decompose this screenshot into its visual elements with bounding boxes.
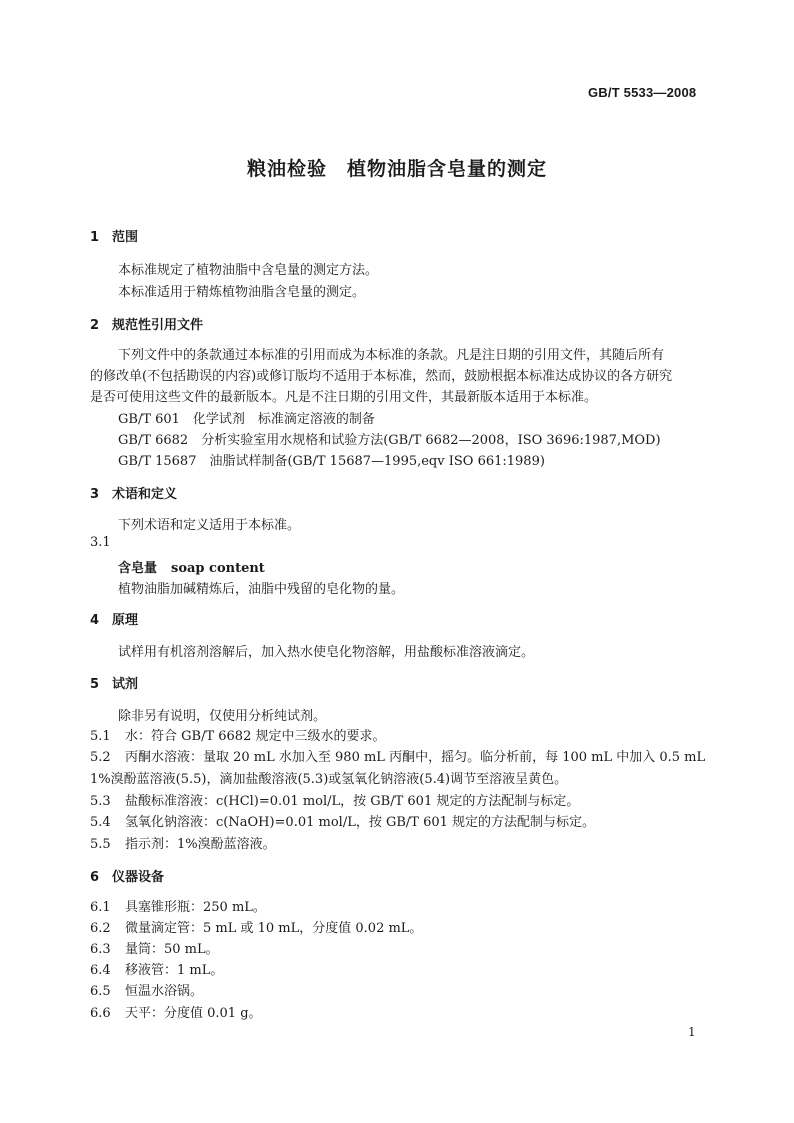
item-text: 具塞锥形瓶：250 mL。	[125, 900, 266, 915]
item-number: 5.5	[90, 837, 111, 852]
reference-gbt-15687: GB/T 15687 油脂试样制备(GB/T 15687—1995,eqv ISO 661:1989)	[118, 454, 545, 469]
apparatus-6-2	[90, 917, 422, 936]
section-5-heading	[90, 673, 138, 692]
reagent-5-5	[90, 833, 276, 852]
section-1-heading	[90, 226, 138, 245]
term-definition: 植物油脂加碱精炼后，油脂中残留的皂化物的量。	[118, 582, 405, 597]
apparatus-6-6	[90, 1002, 262, 1021]
item-number: 6.2	[90, 921, 111, 936]
term-heading	[118, 557, 265, 576]
item-number: 6.3	[90, 942, 111, 957]
item-text: 恒温水浴锅。	[125, 984, 204, 999]
item-number: 5.3	[90, 794, 111, 809]
section-title: 范围	[112, 230, 139, 245]
reagent-5-3	[90, 790, 579, 809]
section-4-para: 试样用有机溶剂溶解后，加入热水使皂化物溶解，用盐酸标准溶液滴定。	[118, 645, 535, 660]
item-number: 5.2	[90, 750, 111, 765]
section-2-heading	[90, 314, 203, 333]
section-1-para-1: 本标准规定了植物油脂中含皂量的测定方法。	[118, 263, 379, 278]
reference-gbt-601: GB/T 601 化学试剂 标准滴定溶液的制备	[118, 412, 375, 427]
section-title: 仪器设备	[112, 870, 165, 885]
section-5-intro: 除非另有说明，仅使用分析纯试剂。	[118, 709, 327, 724]
item-number: 6.5	[90, 984, 111, 999]
item-text: 丙酮水溶液：量取 20 mL 水加入至 980 mL 丙酮中，摇匀。临分析前，每 100 mL 中加入 0.5 mL	[125, 750, 706, 765]
item-number: 6.6	[90, 1006, 111, 1021]
item-number: 5.4	[90, 815, 111, 830]
section-title: 试剂	[112, 677, 139, 692]
reagent-5-4	[90, 811, 595, 830]
section-number: 1	[90, 230, 100, 245]
standard-number: GB/T 5533—2008	[588, 85, 697, 100]
reference-gbt-6682: GB/T 6682 分析实验室用水规格和试验方法(GB/T 6682—2008，ISO 3696:1987,MOD)	[118, 433, 661, 448]
term-chinese: 含皂量	[118, 561, 158, 576]
item-text: 水：符合 GB/T 6682 规定中三级水的要求。	[125, 729, 386, 744]
section-1-para-2: 本标准适用于精炼植物油脂含皂量的测定。	[118, 285, 366, 300]
item-number: 6.1	[90, 900, 111, 915]
apparatus-6-3	[90, 938, 219, 957]
section-2-intro-line-1: 下列文件中的条款通过本标准的引用而成为本标准的条款。凡是注日期的引用文件，其随后所有	[118, 348, 665, 363]
item-text: 量筒：50 mL。	[125, 942, 219, 957]
term-number: 3.1	[90, 535, 111, 550]
reagent-5-2	[90, 746, 705, 765]
section-title: 原理	[112, 613, 139, 628]
section-title: 规范性引用文件	[112, 318, 204, 333]
item-text: 微量滴定管：5 mL 或 10 mL，分度值 0.02 mL。	[125, 921, 423, 936]
reagent-5-2-continuation: 1%溴酚蓝溶液(5.5)，滴加盐酸溶液(5.3)或氢氧化钠溶液(5.4)调节至溶液呈黄色。	[90, 772, 568, 787]
section-3-heading	[90, 483, 177, 502]
apparatus-6-4	[90, 959, 223, 978]
section-number: 6	[90, 870, 100, 885]
apparatus-6-1	[90, 896, 266, 915]
item-number: 5.1	[90, 729, 111, 744]
item-text: 移液管：1 mL。	[125, 963, 224, 978]
item-number: 6.4	[90, 963, 111, 978]
item-text: 指示剂：1%溴酚蓝溶液。	[125, 837, 276, 852]
section-3-intro: 下列术语和定义适用于本标准。	[118, 518, 301, 533]
item-text: 天平：分度值 0.01 g。	[125, 1006, 262, 1021]
section-title: 术语和定义	[112, 487, 178, 502]
section-6-heading	[90, 866, 164, 885]
page-number: 1	[688, 1025, 696, 1039]
apparatus-6-5	[90, 980, 203, 999]
section-2-intro-line-3: 是否可使用这些文件的最新版本。凡是不注日期的引用文件，其最新版本适用于本标准。	[90, 390, 598, 405]
reagent-5-1	[90, 725, 385, 744]
item-text: 盐酸标准溶液：c(HCl)=0.01 mol/L，按 GB/T 601 规定的方法配制与标定。	[125, 794, 580, 809]
section-number: 5	[90, 677, 100, 692]
section-2-intro-line-2: 的修改单(不包括勘误的内容)或修订版均不适用于本标准，然而，鼓励根据本标准达成协议的各方研究	[90, 369, 673, 384]
document-title: 粮油检验 植物油脂含皂量的测定	[246, 158, 547, 180]
section-number: 3	[90, 487, 100, 502]
section-4-heading	[90, 609, 138, 628]
term-english: soap content	[171, 561, 265, 576]
section-number: 2	[90, 318, 100, 333]
item-text: 氢氧化钠溶液：c(NaOH)=0.01 mol/L，按 GB/T 601 规定的方法配制与标定。	[125, 815, 596, 830]
section-number: 4	[90, 613, 100, 628]
